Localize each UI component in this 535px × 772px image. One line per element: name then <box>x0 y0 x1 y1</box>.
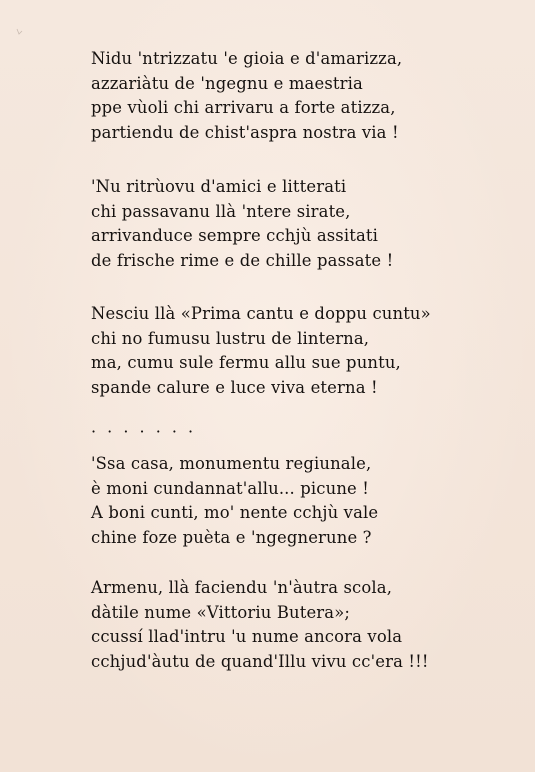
verse-line: dàtile nume «Vittoriu Butera»; <box>91 602 351 622</box>
verse-line: chi no fumusu lustru de linterna, <box>91 328 370 348</box>
verse-line: ccussí llad'intru 'u nume ancora vola <box>91 627 403 646</box>
margin-pencil-mark <box>16 25 23 37</box>
verse-line: chine foze puèta e 'ngegnerune ? <box>91 527 372 547</box>
verse-line: chi passavanu llà 'ntere sirate, <box>91 201 351 221</box>
stanza <box>91 452 378 550</box>
verse-line: A boni cunti, mo' nente cchjù vale <box>91 503 379 522</box>
verse-line: partiendu de chist'aspra nostra via ! <box>91 122 399 142</box>
verse-line: de frische rime e de chille passate ! <box>91 250 394 270</box>
section-separator: · · · · · · · <box>91 422 197 441</box>
verse-line: 'Ssa casa, monumentu regiunale, <box>91 454 372 473</box>
stanza <box>91 175 393 273</box>
verse-line: Nesciu llà «Prima cantu e doppu cuntu» <box>91 304 431 323</box>
verse-line: Armenu, llà faciendu 'n'àutra scola, <box>91 578 393 597</box>
verse-line: 'Nu ritrùovu d'amici e litterati <box>91 177 347 196</box>
verse-line: ppe vùoli chi arrivaru a forte atizza, <box>91 98 396 117</box>
verse-line: arrivanduce sempre cchjù assitati <box>91 226 379 245</box>
verse-line: cchjud'àutu de quand'Illu vivu cc'era !!! <box>91 651 429 671</box>
verse-line: ma, cumu sule fermu allu sue puntu, <box>91 353 401 372</box>
stanza <box>91 302 431 400</box>
verse-line: spande calure e luce viva eterna ! <box>91 377 378 397</box>
stanza <box>91 576 429 674</box>
verse-line: Nidu 'ntrizzatu 'e gioia e d'amarizza, <box>91 49 403 68</box>
verse-line: azzariàtu de 'ngegnu e maestria <box>91 73 363 93</box>
verse-line: è moni cundannat'allu... picune ! <box>91 478 369 498</box>
stanza <box>91 47 402 145</box>
